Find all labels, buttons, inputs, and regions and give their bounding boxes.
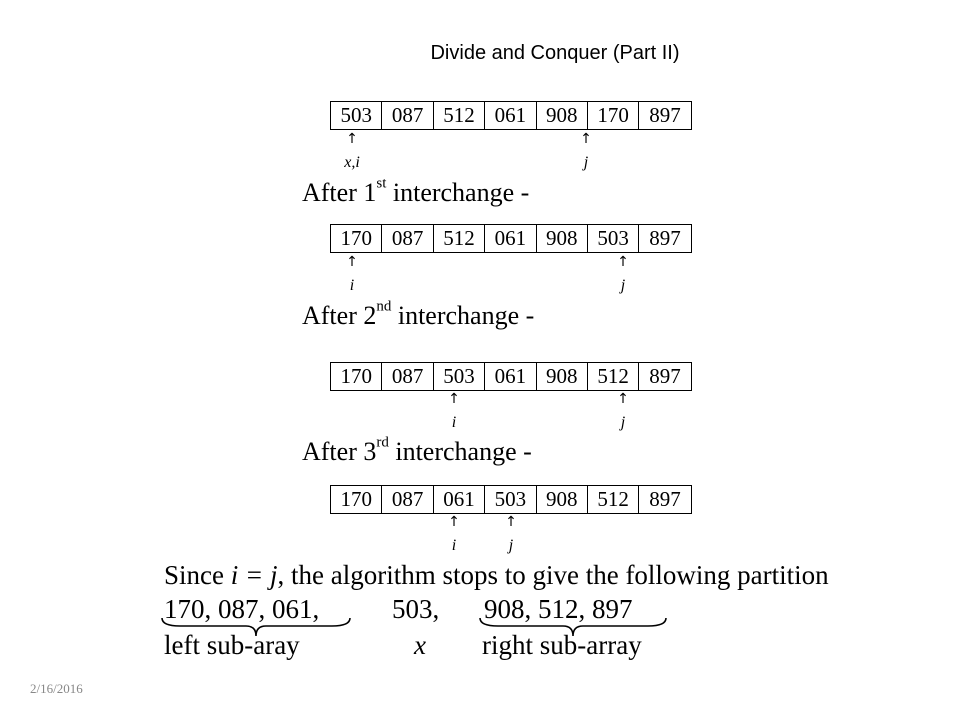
pointer-label: j [583,154,589,171]
array-row-after-second [330,362,692,391]
array-cell: 170 [331,486,382,513]
array-cell: 897 [649,364,681,388]
up-arrow-icon: ↑ [346,254,358,270]
up-arrow-icon: ↑ [617,254,629,270]
pointer-label: j [620,414,626,431]
up-arrow-icon: ↑ [448,514,460,530]
caption-sup: st [376,175,387,192]
pointer-right [613,392,633,432]
pointer-label: i [451,537,457,554]
array-cell: 087 [382,486,433,513]
array-cell: 061 [485,225,536,252]
array-row-after-first [330,224,692,253]
slide-title: Divide and Conquer (Part II) [430,42,680,64]
array-row-after-third [330,485,692,514]
pointer-right [576,132,596,172]
array-cell: 897 [649,103,681,127]
array-cell: 503 [331,102,382,129]
array-cell: 503 [588,225,639,252]
array-cell: 512 [434,225,485,252]
conclusion-equation: i = j [230,560,278,590]
left-subarray-values: 170, 087, 061, [164,594,320,624]
array-cell: 087 [382,225,433,252]
conclusion-text: , the algorithm stops to give the following partition [277,560,829,590]
array-cell: 512 [588,486,639,513]
caption-text: After 2 [302,301,377,330]
pointer-right [501,515,521,555]
array-cell: 087 [382,102,433,129]
array-cell: 170 [331,363,382,390]
array-row-initial [330,101,692,130]
up-arrow-icon: ↑ [505,514,517,530]
caption-third-interchange [302,434,532,467]
array-cell: 170 [331,225,382,252]
array-cell: 908 [537,363,588,390]
array-cell: 512 [434,102,485,129]
array-cell: 061 [485,363,536,390]
array-cell: 503 [485,486,536,513]
caption-sup: rd [376,434,389,451]
pointer-right [613,255,633,295]
caption-first-interchange [302,175,530,208]
caption-sup: nd [376,298,392,315]
pointer-left [444,515,464,555]
right-subarray-values: 908, 512, 897 [484,594,633,624]
pointer-left [342,132,362,172]
array-cell: 061 [485,102,536,129]
pivot-value: 503, [392,594,440,624]
slide-date: 2/16/2016 [30,681,83,696]
array-cell: 908 [537,102,588,129]
array-cell: 512 [588,363,639,390]
caption-second-interchange [302,298,535,331]
up-arrow-icon: ↑ [448,391,460,407]
array-cell: 897 [649,487,681,511]
array-cell: 503 [434,363,485,390]
array-cell: 908 [537,225,588,252]
array-cell: 170 [588,102,639,129]
pointer-label: x,i [344,154,360,171]
caption-text: interchange - [391,301,535,330]
right-subarray-label: right sub-array [482,630,642,660]
caption-text: interchange - [386,178,530,207]
array-cell: 897 [649,226,681,250]
caption-text: After 3 [302,437,377,466]
conclusion-text: Since [164,560,231,590]
pointer-left [444,392,464,432]
pointer-label: i [349,277,355,294]
pointer-left [342,255,362,295]
pointer-label: j [508,537,514,554]
left-subarray-label: left sub-aray [164,630,300,660]
pointer-label: j [620,277,626,294]
array-cell: 908 [537,486,588,513]
caption-text: interchange - [388,437,532,466]
up-arrow-icon: ↑ [617,391,629,407]
array-cell: 061 [434,486,485,513]
caption-text: After 1 [302,178,377,207]
pointer-label: i [451,414,457,431]
up-arrow-icon: ↑ [580,131,592,147]
pivot-label: x [414,630,426,660]
up-arrow-icon: ↑ [346,131,358,147]
array-cell: 087 [382,363,433,390]
conclusion-sentence [164,560,829,591]
